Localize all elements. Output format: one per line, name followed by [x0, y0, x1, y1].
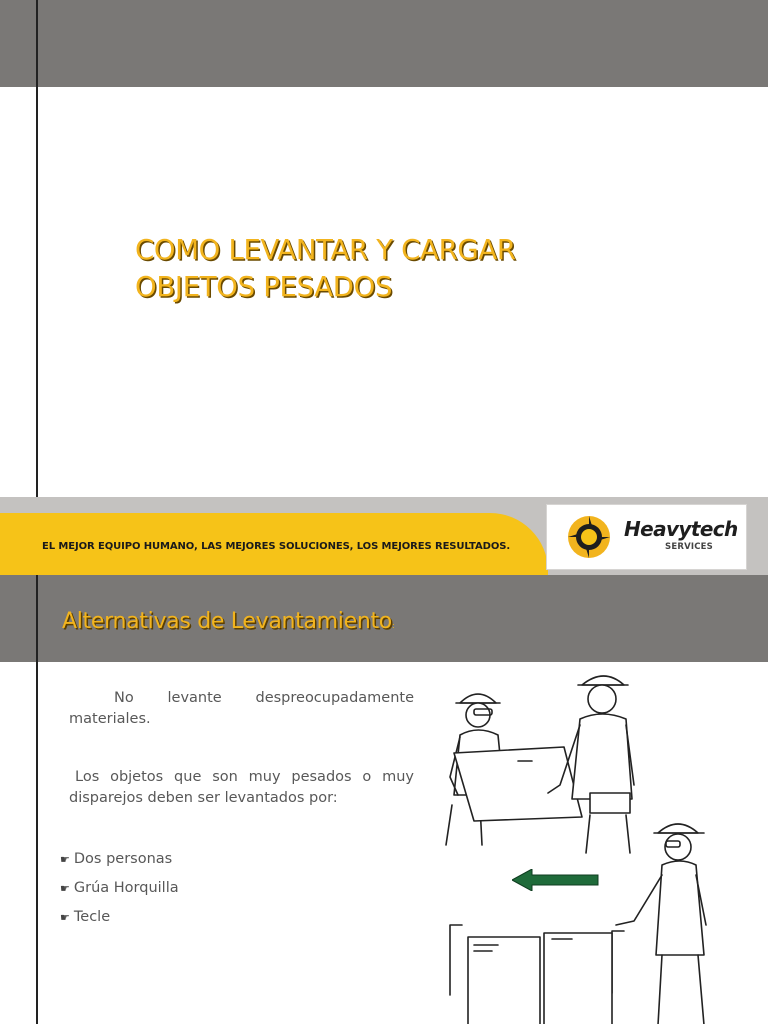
- list-item: [60, 874, 179, 903]
- paragraph-heavy-objects: Los objetos que son muy pesados o muy disparejos deben ser levantados por:: [69, 769, 414, 806]
- list-item-label: Tecle: [73, 909, 111, 925]
- left-vertical-rule: [36, 0, 38, 575]
- pointing-hand-icon: ☛: [60, 882, 70, 895]
- slide-heading-text: Alternativas de Levantamiento: [62, 609, 392, 634]
- list-item: [60, 903, 179, 932]
- list-item-label: Dos personas: [73, 851, 173, 867]
- content-slide: [0, 575, 768, 1024]
- list-item: [60, 845, 179, 874]
- lifting-alternatives-list: [60, 845, 179, 932]
- slide-title-line-1: COMO LEVANTAR Y CARGAR: [135, 234, 516, 266]
- slide-heading-colon: :: [391, 621, 395, 630]
- worker-with-hand-truck-illustration: [440, 805, 740, 1024]
- pointing-hand-icon: ☛: [60, 911, 70, 924]
- slide-heading: [62, 608, 394, 640]
- company-tagline: EL MEJOR EQUIPO HUMANO, LAS MEJORES SOLUCIONES, LOS MEJORES RESULTADOS.: [42, 541, 511, 552]
- list-item-label: Grúa Horquilla: [73, 880, 179, 896]
- pointing-hand-icon: ☛: [60, 853, 70, 866]
- company-logo: [546, 504, 747, 570]
- logo-wordmark: Heavytech: [624, 517, 738, 541]
- logo-subtitle: SERVICES: [665, 542, 713, 552]
- slide-title-line-2: OBJETOS PESADOS: [135, 271, 393, 303]
- paragraph-careless-lifting: No levante despreocupadamente materiales.: [69, 690, 414, 727]
- header-band: [0, 0, 768, 87]
- slide-title: [135, 232, 595, 306]
- aperture-logo-icon: [565, 513, 613, 561]
- left-vertical-rule: [36, 575, 38, 1024]
